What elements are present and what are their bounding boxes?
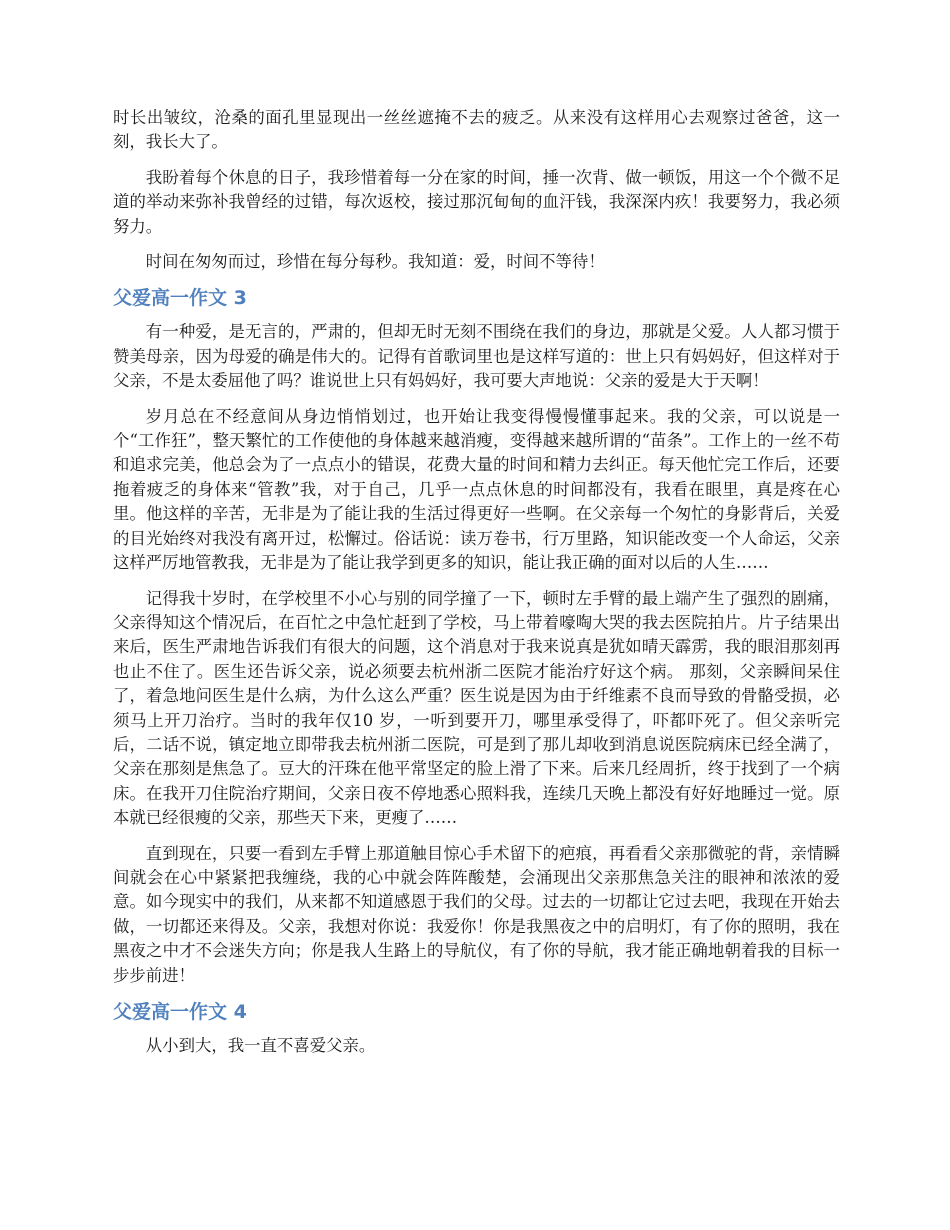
paragraph: 时间在匆匆而过，珍惜在每分每秒。我知道：爱，时间不等待！ [145,252,605,272]
paragraph: 我盼着每个休息的日子，我珍惜着每一分在家的时间，捶一次背、做一顿饭，用这一个个微不足道的举动来弥补我曾经的过错，每次返校，接过那沉甸甸的血汗钱，我深深内疚！我要努力，我必须努力。 [113,167,840,236]
paragraph: 时长出皱纹，沧桑的面孔里显现出一丝丝遮掩不去的疲乏。从来没有这样用心去观察过爸爸，这一刻，我长大了。 [113,108,840,152]
paragraph: 有一种爱，是无言的，严肃的，但却无时无刻不围绕在我们的身边，那就是父爱。人人都习惯于赞美母亲，因为母爱的确是伟大的。记得有首歌词里也是这样写道的：世上只有妈妈好，但这样对于父亲，不是太委屈他了吗？谁说世上只有妈妈好，我可要大声地说：父亲的爱是大于天啊！ [113,322,840,391]
paragraph: 岁月总在不经意间从身边悄悄划过，也开始让我变得慢慢懂事起来。我的父亲，可以说是一个“工作狂”，整天繁忙的工作使他的身体越来越消瘦，变得越来越所谓的“苗条”。工作上的一丝不苟和追求完美，他总会为了一点点小的错误，花费大量的时间和精力去纠正。每天他忙完工作后，还要拖着疲乏的身体来“管教”我，对于自己，几乎一点点休息的时间都没有，我看在眼里，真是疼在心里。他这样的辛苦，无非是为了能让我的生活过得更好一些啊。在父亲每一个匆忙的身影背后，关爱的目光始终对我没有离开过，松懈过。俗话说：读万卷书，行万里路，知识能改变一个人命运，父亲这样严厉地管教我，无非是为了能让我学到更多的知识，能让我正确的面对以后的人生…… [113,406,840,573]
paragraph: 记得我十岁时，在学校里不小心与别的同学撞了一下，顿时左手臂的最上端产生了强烈的剧痛，父亲得知这个情况后，在百忙之中急忙赶到了学校，马上带着嚎啕大哭的我去医院拍片。片子结果出来后，医生严肃地告诉我们有很大的问题，这个消息对于我来说真是犹如晴天霹雳，我的眼泪那刻再也止不住了。医生还告诉父亲，说必须要去杭州浙二医院才能治疗好这个病。 那刻，父亲瞬间呆住了，着急地问医生是什么病，为什么这么严重？医生说是因为由于纤维素不良而导致的骨骼受损，必须马上开刀治疗。当时的我年仅10 岁，一听到要开刀，哪里承受得了，吓都吓死了。但父亲听完后，二话不说，镇定地立即带我去杭州浙二医院，可是到了那儿却收到消息说医院病床已经全满了，父亲在那刻是焦急了。豆大的汗珠在他平常坚定的脸上滑了下来。后来几经周折，终于找到了一个病床。在我开刀住院治疗期间，父亲日夜不停地悉心照料我，连续几天晚上都没有好好地睡过一觉。原本就已经很瘦的父亲，那些天下来，更瘦了…… [113,588,840,828]
section-heading: 父爱高一作文 3 [113,287,247,310]
paragraph: 直到现在，只要一看到左手臂上那道触目惊心手术留下的疤痕，再看看父亲那微驼的背，亲情瞬间就会在心中紧紧把我缠绕，我的心中就会阵阵酸楚，会涌现出父亲那焦急关注的眼神和浓浓的爱意。如今现实中的我们，从来都不知道感恩于我们的父母。过去的一切都让它过去吧，我现在开始去做，一切都还来得及。父亲，我想对你说：我爱你！你是我黑夜之中的启明灯，有了你的照明，我在黑夜之中才不会迷失方向；你是我人生路上的导航仪，有了你的导航，我才能正确地朝着我的目标一步步前进！ [113,843,840,985]
paragraph: 从小到大，我一直不喜爱父亲。 [145,1036,376,1055]
section-heading: 父爱高一作文 4 [113,1001,247,1023]
document-page [113,106,840,1069]
